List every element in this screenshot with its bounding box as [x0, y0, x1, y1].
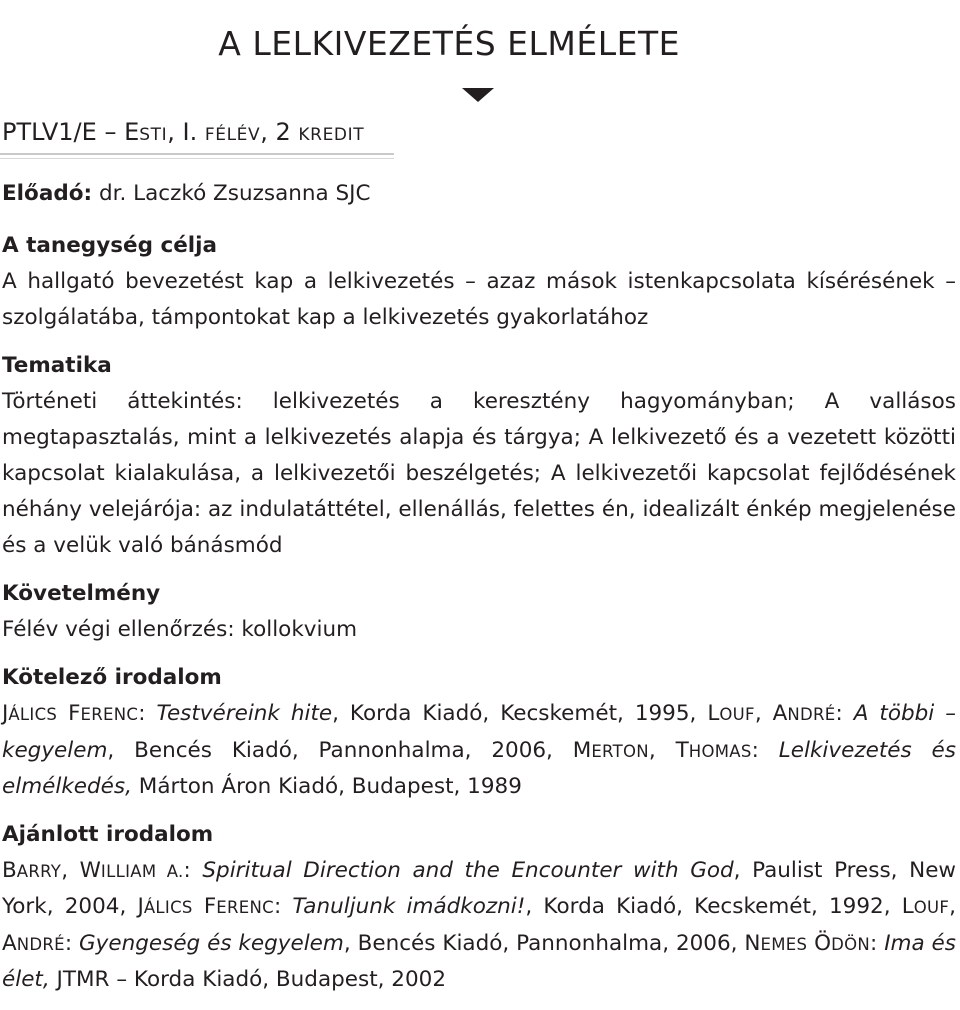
header-rule-thin — [0, 158, 394, 159]
book-title: Ima és élet, — [2, 930, 956, 992]
goal-text: A hallgató bevezetést kap a lelkivezetés – azaz mások istenkapcsolata kísérésének – szolgálatába, támpontokat kap a lelkivezetés gyakorlatához — [2, 269, 956, 330]
book-title: Testvéreink hite — [156, 701, 333, 726]
required-literature-heading: Kötelező irodalom — [2, 665, 222, 690]
book-title: Tanuljunk imádkozni! — [292, 894, 526, 919]
course-code: PTLV1/E — [2, 118, 97, 146]
triangle-down-icon — [462, 88, 494, 102]
recommended-literature-list: BARRY, WILLIAM A.: Spiritual Direction and the Encounter with God, Paulist Press, New York, 2004, JÁLICS FERENC: Tanuljunk imádkozni!, Korda Kiadó, Kecskemét, 1992, LOUF, ANDRÉ: Gyengeség és kegyelem, Bencés Kiadó, Pannonhalma, 2006, NEMES ÖDÖN: Ima és élet, JTMR – Korda Kiadó, Budapest, 2002 — [2, 857, 957, 992]
topics-section — [2, 348, 956, 564]
author-name: LOUF, ANDRÉ: — [707, 701, 843, 726]
course-info: PTLV1/E – ESTI, I. FÉLÉV, 2 KREDIT — [2, 118, 365, 146]
lecturer-label: Előadó: — [2, 181, 93, 206]
lecturer-name: dr. Laczkó Zsuzsanna SJC — [92, 181, 371, 206]
requirement-heading: Követelmény — [2, 581, 161, 606]
topics-text: Történeti áttekintés: lelkivezetés a keresztény hagyományban; A vallásos megtapasztalás, mint a lelkivezetés alapja és tárgya; A lelkivezető és a vezetett közötti kapcsolat kialakulása, a lelkivezetői beszélgetés; A lelkivezetői kapcsolat fejlődésének néhány velejárója: az indulatáttétel, ellenállás, felettes én, idealizált énkép megjelenése és a velük való bánásmód — [2, 389, 956, 558]
author-name: JÁLICS FERENC: — [2, 701, 146, 726]
required-literature-section — [2, 660, 956, 805]
author-name: LOUF, ANDRÉ: — [2, 894, 957, 956]
book-title: A többi – kegyelem — [2, 701, 956, 763]
book-title: Gyengeség és kegyelem — [79, 930, 344, 956]
book-title: Spiritual Direction and the Encounter with God — [202, 857, 734, 883]
author-name: BARRY, WILLIAM A.: — [2, 857, 191, 883]
requirement-section — [2, 576, 956, 648]
topics-heading: Tematika — [2, 353, 112, 378]
requirement-text: Félév végi ellenőrzés: kollokvium — [2, 617, 358, 642]
author-name: MERTON, THOMAS: — [572, 737, 759, 763]
recommended-literature-section — [2, 817, 956, 998]
book-title: Lelkivezetés és elmélkedés, — [2, 737, 956, 799]
required-literature-list: JÁLICS FERENC: Testvéreink hite, Korda Kiadó, Kecskemét, 1995, LOUF, ANDRÉ: A többi – kegyelem, Bencés Kiadó, Pannonhalma, 2006, MERTON, THOMAS: Lelkivezetés és elmélkedés, Márton Áron Kiadó, Budapest, 1989 — [2, 701, 956, 799]
goal-section — [2, 228, 956, 336]
author-name: JÁLICS FERENC: — [137, 894, 282, 919]
course-description — [2, 176, 956, 1010]
page-title: A LELKIVEZETÉS ELMÉLETE — [218, 24, 680, 63]
header-rule — [0, 153, 394, 155]
author-name: NEMES ÖDÖN: — [744, 930, 878, 956]
recommended-literature-heading: Ajánlott irodalom — [2, 821, 214, 847]
lecturer — [2, 176, 956, 212]
goal-heading: A tanegység célja — [2, 233, 218, 258]
